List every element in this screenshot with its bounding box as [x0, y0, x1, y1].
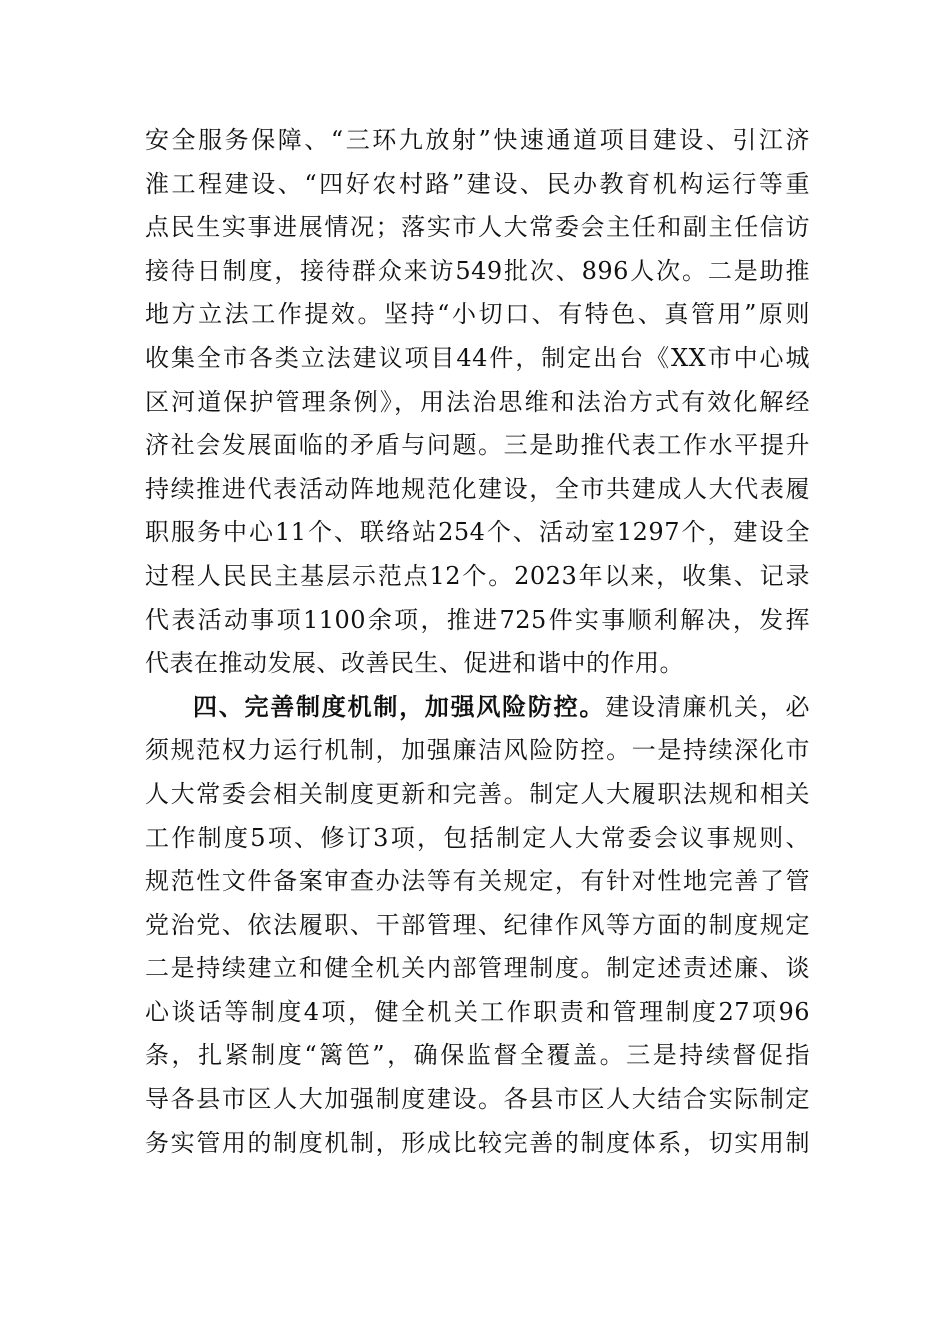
paragraph-line: 区河道保护管理条例》，用法治思维和法治方式有效化解经 — [145, 387, 810, 416]
paragraph-line: 规范性文件备案审查办法等有关规定，有针对性地完善了管 — [145, 867, 810, 896]
paragraph-line: 导各县市区人大加强制度建设。各县市区人大结合实际制定 — [145, 1085, 810, 1114]
section-heading: 四、完善制度机制，加强风险防控。 — [193, 692, 606, 721]
paragraph-1 — [145, 119, 810, 686]
paragraph-line: 地方立法工作提效。坚持“小切口、有特色、真管用”原则 — [145, 300, 810, 329]
paragraph-line: 济社会发展面临的矛盾与问题。三是助推代表工作水平提升 — [145, 431, 810, 460]
paragraph-line: 过程人民民主基层示范点12个。2023年以来，收集、记录 — [145, 561, 810, 590]
paragraph-line: 务实管用的制度机制，形成比较完善的制度体系，切实用制 — [145, 1128, 810, 1157]
paragraph-line: 收集全市各类立法建议项目44件，制定出台《XX市中心城 — [145, 343, 810, 372]
paragraph-line: 须规范权力运行机制，加强廉洁风险防控。一是持续深化市 — [145, 736, 810, 765]
document-body — [145, 119, 810, 1165]
paragraph-line: 二是持续建立和健全机关内部管理制度。制定述责述廉、谈 — [145, 954, 810, 983]
paragraph-line: 代表在推动发展、改善民生、促进和谐中的作用。 — [145, 649, 684, 678]
paragraph-line: 条，扎紧制度“篱笆”，确保监督全覆盖。三是持续督促指 — [145, 1041, 810, 1070]
heading-continuation: 建设清廉机关，必 — [605, 692, 811, 721]
paragraph-line: 工作制度5项、修订3项，包括制定人大常委会议事规则、 — [145, 823, 810, 852]
paragraph-line: 人大常委会相关制度更新和完善。制定人大履职法规和相关 — [145, 779, 810, 808]
paragraph-line: 持续推进代表活动阵地规范化建设，全市共建成人大代表履 — [145, 474, 810, 503]
paragraph-line: 职服务中心11个、联络站254个、活动室1297个，建设全 — [145, 518, 810, 547]
paragraph-line: 安全服务保障、“三环九放射”快速通道项目建设、引江济 — [145, 126, 810, 154]
paragraph-line: 党治党、依法履职、干部管理、纪律作风等方面的制度规定 — [145, 910, 810, 939]
paragraph-2 — [145, 686, 810, 1166]
paragraph-first-line — [145, 686, 810, 730]
paragraph-line: 淮工程建设、“四好农村路”建设、民办教育机构运行等重 — [145, 169, 810, 198]
paragraph-line: 心谈话等制度4项，健全机关工作职责和管理制度27项96 — [145, 997, 810, 1026]
paragraph-line: 接待日制度，接待群众来访549批次、896人次。二是助推 — [145, 256, 810, 285]
paragraph-line: 点民生实事进展情况；落实市人大常委会主任和副主任信访 — [145, 213, 810, 242]
paragraph-line: 代表活动事项1100余项，推进725件实事顺利解决，发挥 — [145, 605, 810, 634]
